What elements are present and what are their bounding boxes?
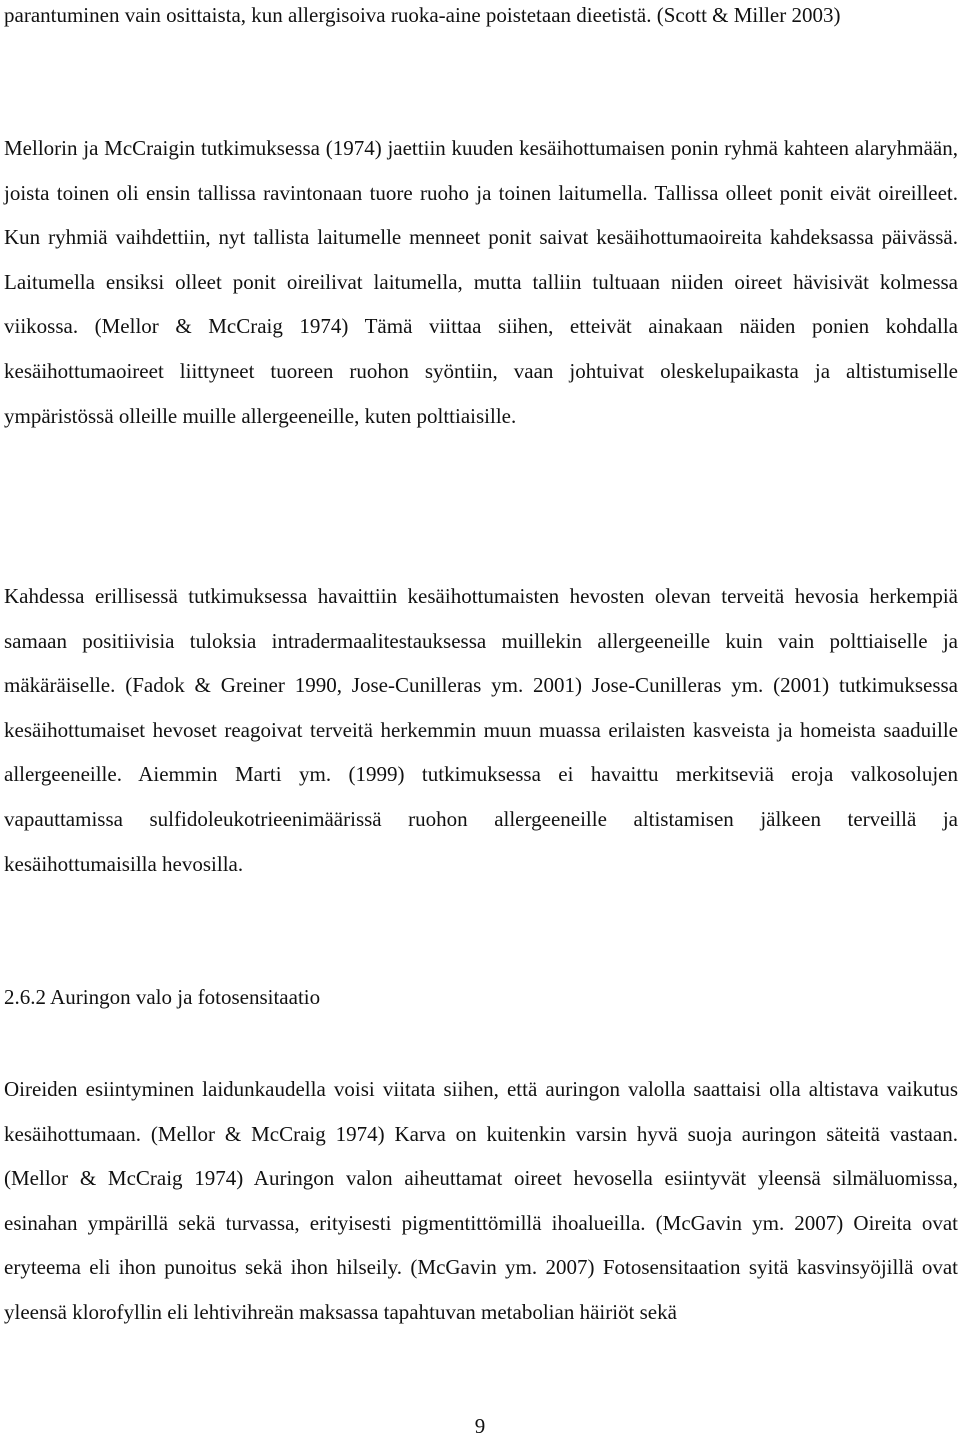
paragraph-allergen-studies: Kahdessa erillisessä tutkimuksessa havaittiin kesäihottumaisten hevosten olevan terveitä hevosia herkempiä samaan positiivisia tuloksia intradermaalitestauksessa muillekin allergeeneille kuin vain polttiaiselle ja mäkäräiselle. (Fadok & Greiner 1990, Jose-Cunilleras ym. 2001) Jose-Cunilleras ym. (2001) tutkimuksessa kesäihottumaiset hevoset reagoivat terveitä herkemmin muun muassa erilaisten kasveista ja homeista saaduille allergeeneille. Aiemmin Marti ym. (1999) tutkimuksessa ei havaittu merkitseviä eroja valkosolujen vapauttamissa sulfidoleukotrieenimäärissä ruohon allergeeneille altistamisen jälkeen terveillä ja kesäihottumaisilla hevosilla. — [4, 584, 958, 876]
paragraph-continuation: parantuminen vain osittaista, kun allergisoiva ruoka-aine poistetaan dieetistä. (Scott & Miller 2003) — [4, 3, 841, 27]
section-heading: 2.6.2 Auringon valo ja fotosensitaatio — [4, 985, 321, 1009]
page-number: 9 — [474, 1414, 486, 1438]
paragraph-photosensitivity: Oireiden esiintyminen laidunkaudella voisi viitata siihen, että auringon valolla saattaisi olla altistava vaikutus kesäihottumaan. (Mellor & McCraig 1974) Karva on kuitenkin varsin hyvä suoja auringon säteitä vastaan. (Mellor & McCraig 1974) Auringon valon aiheuttamat oireet hevosella esiintyvät yleensä silmäluomissa, esinahan ympärillä sekä turvassa, erityisesti pigmentittömillä ihoalueilla. (McGavin ym. 2007) Oireita ovat eryteema eli ihon punoitus sekä ihon hilseily. (McGavin ym. 2007) Fotosensitaation syitä kasvinsyöjillä ovat yleensä klorofyllin eli lehtivihreän maksassa tapahtuvan metabolian häiriöt sekä — [4, 1077, 958, 1324]
paragraph-mellor-study: Mellorin ja McCraigin tutkimuksessa (1974) jaettiin kuuden kesäihottumaisen ponin ryhmä kahteen alaryhmään, joista toinen oli ensin tallissa ravintonaan tuore ruoho ja toinen laitumella. Tallissa olleet ponit eivät oireilleet. Kun ryhmiä vaihdettiin, nyt tallista laitumelle menneet ponit saivat kesäihottumaoireita kahdeksassa päivässä. Laitumella ensiksi olleet ponit oireilivat laitumella, mutta talliin tultuaan niiden oireet hävisivät kolmessa viikossa. (Mellor & McCraig 1974) Tämä viittaa siihen, etteivät ainakaan näiden ponien kohdalla kesäihottumaoireet liittyneet tuoreen ruohon syöntiin, vaan johtuivat oleskelupaikasta ja altistumiselle ympäristössä olleille muille allergeeneille, kuten polttiaisille. — [4, 136, 958, 428]
